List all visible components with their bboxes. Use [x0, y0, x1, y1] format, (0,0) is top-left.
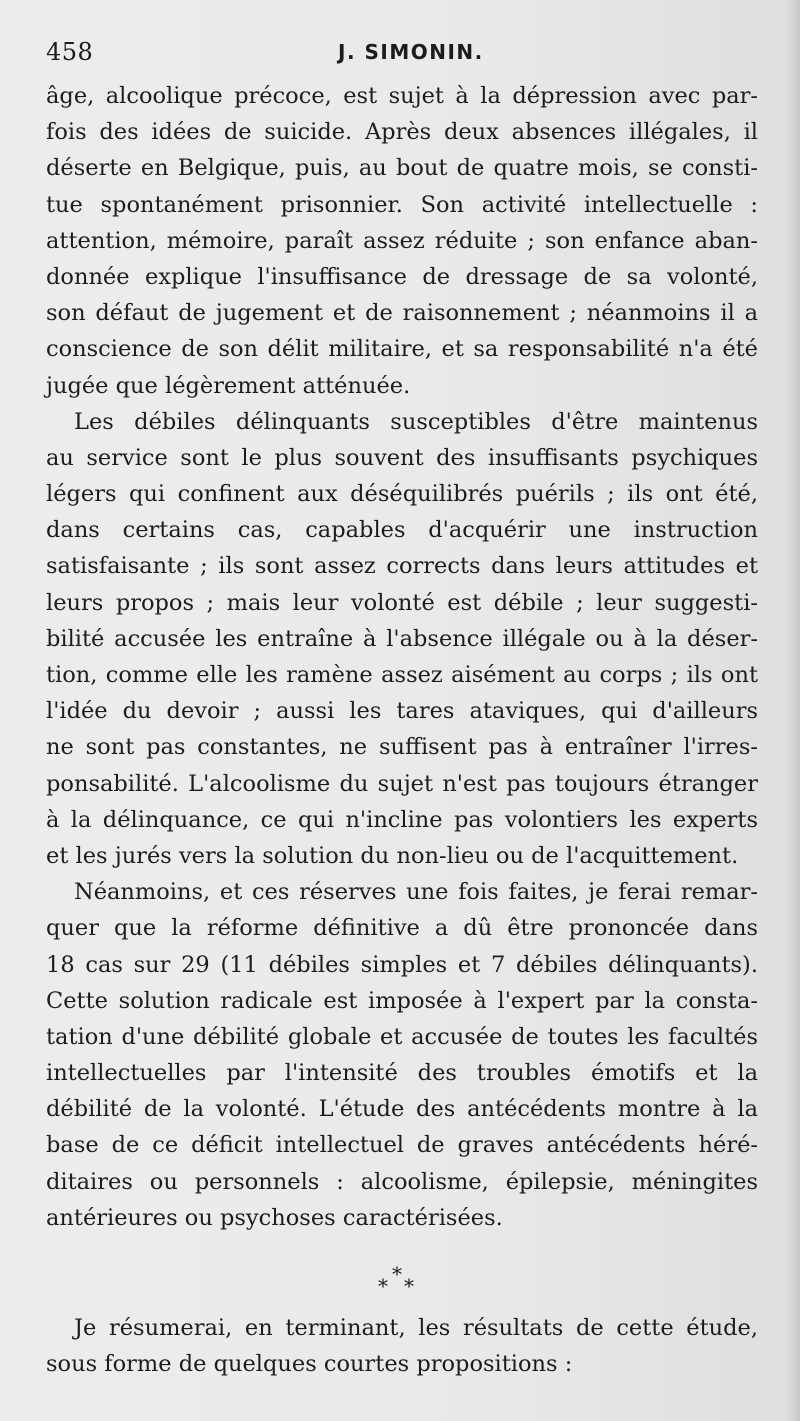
text-line: 18 cas sur 29 (11 débiles simples et 7 débiles délinquants).: [46, 951, 758, 978]
text-line: son défaut de jugement et de raisonnement ; néanmoins il a: [46, 300, 758, 327]
text-line: à la délinquance, ce qui n'incline pas volontiers les experts: [46, 806, 758, 833]
text-line: tion, comme elle les ramène assez aisément au corps ; ils ont: [46, 662, 758, 688]
text-line: et les jurés vers la solution du non-lieu ou de l'acquittement.: [46, 842, 739, 869]
text-line: tation d'une débilité globale et accusée de toutes les facultés: [46, 1023, 758, 1050]
text-line: l'idée du devoir ; aussi les tares ataviques, qui d'ailleurs: [46, 698, 758, 725]
text-line: Cette solution radicale est imposée à l'expert par la consta-: [46, 987, 758, 1014]
text-line: conscience de son délit militaire, et sa responsabilité n'a été: [46, 336, 758, 363]
text-line: attention, mémoire, paraît assez réduite ; son enfance aban-: [46, 227, 758, 254]
text-line: dans certains cas, capables d'acquérir une instruction: [46, 517, 758, 544]
asterisk-glyph: *: [392, 1262, 402, 1286]
text-line: sous forme de quelques courtes propositions :: [46, 1351, 573, 1378]
text-line: ditaires ou personnels : alcoolisme, épilepsie, méningites: [46, 1168, 758, 1195]
page-number: 458: [46, 38, 94, 66]
text-line: bilité accusée les entraîne à l'absence illégale ou à la déser-: [46, 625, 758, 652]
text-line: fois des idées de suicide. Après deux absences illégales, il: [46, 119, 758, 146]
closing-paragraph: [46, 1310, 758, 1382]
asterisk-glyph: *: [404, 1274, 414, 1298]
text-line: satisfaisante ; ils sont assez corrects dans leurs attitudes et: [46, 553, 758, 580]
paragraph-2: [46, 404, 758, 874]
text-line: légers qui confinent aux déséquilibrés puérils ; ils ont été,: [46, 481, 758, 508]
text-line: leurs propos ; mais leur volonté est débile ; leur suggesti-: [46, 589, 758, 616]
text-line: ponsabilité. L'alcoolisme du sujet n'est pas toujours étranger: [46, 770, 758, 797]
text-line: jugée que légèrement atténuée.: [46, 372, 411, 399]
text-line: quer que la réforme définitive a dû être prononcée dans: [46, 915, 758, 942]
text-line: antérieures ou psychoses caractérisées.: [46, 1204, 503, 1231]
page-header: [46, 36, 760, 68]
text-line: déserte en Belgique, puis, au bout de quatre mois, se consti-: [46, 155, 758, 182]
text-line: donnée explique l'insuffisance de dressage de sa volonté,: [46, 263, 758, 290]
text-line: Les débiles délinquants susceptibles d'être maintenus: [74, 408, 758, 435]
body-text: [46, 78, 758, 1236]
text-line: ne sont pas constantes, ne suffisent pas à entraîner l'irres-: [46, 734, 758, 761]
text-line: au service sont le plus souvent des insuffisants psychiques: [46, 444, 758, 471]
paragraph-1: [46, 78, 758, 404]
text-line: base de ce déficit intellectuel de graves antécédents héré-: [46, 1132, 758, 1159]
text-line: intellectuelles par l'intensité des troubles émotifs et la: [46, 1060, 758, 1087]
text-line: tue spontanément prisonnier. Son activité intellectuelle :: [46, 191, 758, 218]
paragraph-3: [46, 874, 758, 1236]
text-line: débilité de la volonté. L'étude des antécédents montre à la: [46, 1096, 758, 1123]
text-line: Je résumerai, en terminant, les résultats de cette étude,: [74, 1315, 758, 1341]
text-line: âge, alcoolique précoce, est sujet à la dépression avec par-: [46, 83, 758, 109]
page-edge-shadow: [786, 0, 800, 1421]
running-head-author: J. SIMONIN.: [338, 40, 484, 64]
asterisk-glyph: *: [378, 1274, 388, 1298]
section-asterism: [372, 1262, 424, 1296]
text-line: Néanmoins, et ces réserves une fois faites, je ferai remar-: [74, 879, 758, 906]
